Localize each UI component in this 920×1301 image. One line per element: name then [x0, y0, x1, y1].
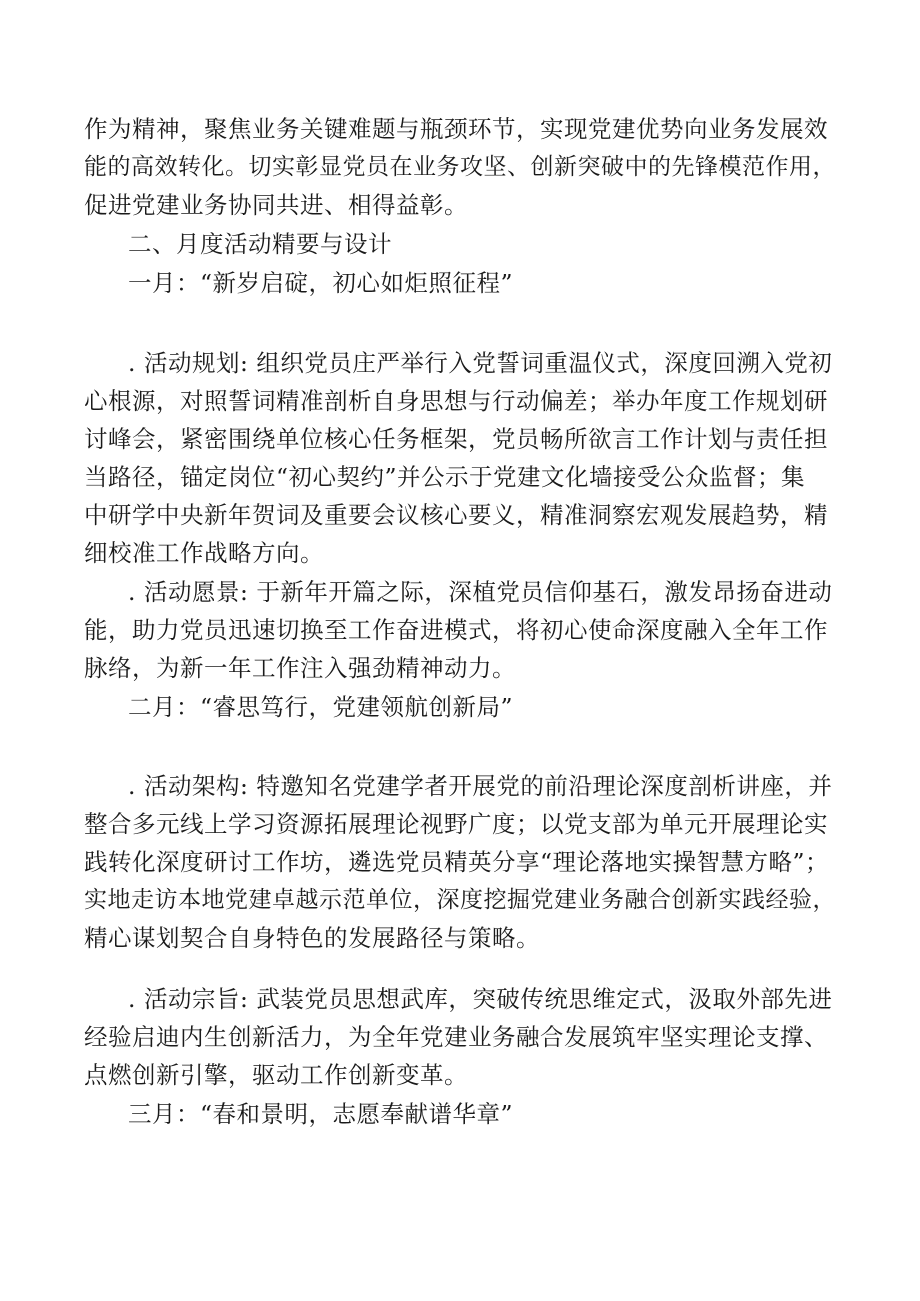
paragraph-line: . 活动愿景: 于新年开篇之际，深植党员信仰基石，激发昂扬奋进动: [128, 578, 833, 606]
paragraph-line: 中研学中央新年贺词及重要会议核心要义，精准洞察宏观发展趋势，精: [84, 501, 828, 529]
month-heading-march: 三月：“春和景明，志愿奉献谱华章”: [128, 1100, 514, 1128]
paragraph-line: . 活动规划: 组织党员庄严举行入党誓词重温仪式，深度回溯入党初: [128, 349, 833, 377]
paragraph-line: 作为精神，聚焦业务关键难题与瓶颈环节，实现党建优势向业务发展效: [84, 115, 828, 143]
paragraph-line: 能的高效转化。切实彰显党员在业务攻坚、创新突破中的先锋模范作用，: [84, 154, 836, 180]
paragraph-line: 精心谋划契合自身特色的发展路径与策略。: [84, 924, 540, 952]
section-heading: 二、月度活动精要与设计: [128, 230, 392, 258]
paragraph-line: 点燃创新引擎，驱动工作创新变革。: [84, 1061, 468, 1089]
paragraph-line: 促进党建业务协同共进、相得益彰。: [84, 191, 468, 219]
paragraph-line: . 活动宗旨: 武装党员思想武库，突破传统思维定式，汲取外部先进: [128, 985, 833, 1013]
paragraph-line: 整合多元线上学习资源拓展理论视野广度；以党支部为单元开展理论实: [84, 810, 828, 838]
paragraph-line: 当路径，锚定岗位“初心契约”并公示于党建文化墙接受公众监督；集: [84, 463, 806, 491]
month-heading-february: 二月：“睿思笃行，党建领航创新局”: [128, 693, 514, 721]
paragraph-line: 经验启迪内生创新活力，为全年党建业务融合发展筑牢坚实理论支撑、: [84, 1023, 828, 1051]
paragraph-line: . 活动架构: 特邀知名党建学者开展党的前沿理论深度剖析讲座，并: [128, 772, 833, 800]
paragraph-line: 能，助力党员迅速切换至工作奋进模式，将初心使命深度融入全年工作: [84, 616, 828, 644]
paragraph-line: 细校准工作战略方向。: [84, 539, 324, 567]
paragraph-line: 脉络，为新一年工作注入强劲精神动力。: [84, 654, 516, 682]
paragraph-line: 践转化深度研讨工作坊，遴选党员精英分享“理论落地实操智慧方略”；: [84, 848, 830, 876]
paragraph-line: 心根源，对照誓词精准剖析自身思想与行动偏差；举办年度工作规划研: [84, 387, 828, 415]
paragraph-line: 讨峰会，紧密围绕单位核心任务框架，党员畅所欲言工作计划与责任担: [84, 425, 828, 453]
month-heading-january: 一月：“新岁启碇，初心如炬照征程”: [128, 269, 514, 297]
paragraph-line: 实地走访本地党建卓越示范单位，深度挖掘党建业务融合创新实践经验，: [84, 887, 836, 913]
